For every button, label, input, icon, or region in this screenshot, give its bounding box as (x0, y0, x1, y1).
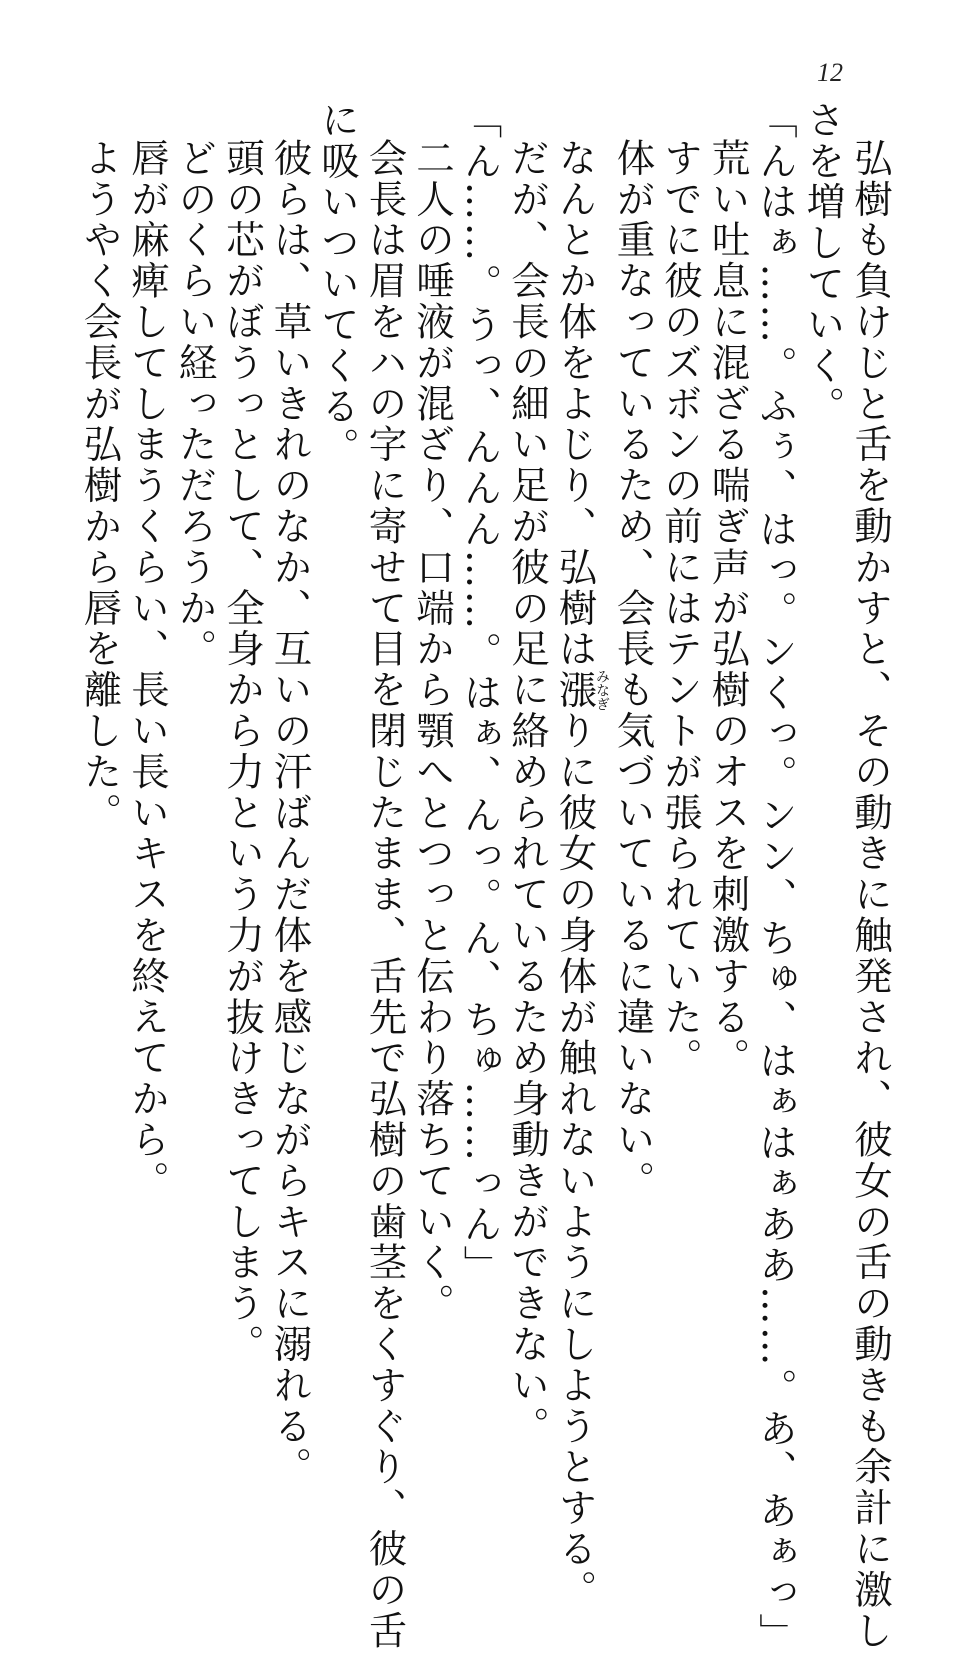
text-line: 彼らは、草いきれのなか、互いの汗ばんだ体を感じながらキスに溺れる。 (267, 138, 313, 1488)
text-line: 荒い吐息に混ざる喘ぎ声が弘樹のオスを刺激する。 (705, 138, 751, 1079)
text-line: 「ん……。うっ、んんん……。はぁ、んっ。ん、ちゅ……っん」 (457, 100, 503, 1287)
body-text (77, 100, 894, 1654)
text-line: 二人の唾液が混ざり、口端から顎へとつっと伝わり落ちていく。 (410, 138, 455, 1325)
text-line: 唇が麻痺してしまうくらい、長い長いキスを終えてから。 (125, 138, 170, 1202)
text-line: すでに彼のズボンの前にはテントが張られていた。 (658, 138, 703, 1079)
text-line: ようやく会長が弘樹から唇を離した。 (77, 138, 123, 834)
text-line: 会長は眉をハの字に寄せて目を閉じたまま、舌先で弘樹の歯茎をくすぐり、彼の舌 (362, 138, 408, 1652)
text-line: 弘樹も負けじと舌を動かすと、その動きに触発され、彼女の舌の動きも余計に激し (848, 138, 893, 1652)
text-line: 体が重なっているため、会長も気づいているに違いない。 (610, 138, 656, 1202)
page-number: 12 (817, 58, 843, 87)
text-line: 「んはぁ……。ふぅ、はっ。ンくっ。ンン、ちゅ、はぁはぁああ……。あ、あぁっ」 (753, 100, 798, 1654)
text-line: どのくらい経っただろうか。 (172, 138, 218, 670)
text-line: なんとか体をよじり、弘樹は漲みなぎりに彼女の身体が触れないようにしようとする。 (552, 138, 610, 1611)
ruby-annotation: 漲みなぎ (552, 669, 610, 712)
text-line: に吸いついてくる。 (315, 100, 360, 469)
text-line: 頭の芯がぼうっとして、全身から力という力が抜けきってしまう。 (220, 138, 265, 1365)
text-line: だが、会長の細い足が彼の足に絡められているため身動きができない。 (505, 138, 550, 1447)
text-line: さを増していく。 (800, 100, 846, 428)
